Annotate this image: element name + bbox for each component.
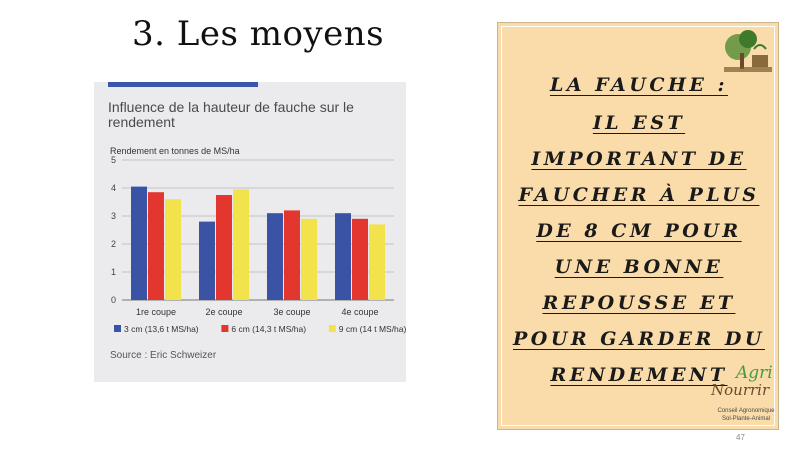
y-tick-label: 0	[111, 295, 117, 305]
y-tick-label: 2	[111, 239, 117, 249]
panel-line: DE 8 CM POUR	[536, 220, 742, 242]
chart-photo	[94, 82, 406, 382]
y-tick-label: 3	[111, 211, 117, 221]
bar	[284, 210, 300, 300]
panel-line: FAUCHER À PLUS	[518, 184, 760, 206]
legend-label: 3 cm (13,6 t MS/ha)	[124, 324, 199, 334]
panel-heading: LA FAUCHE :	[549, 74, 729, 96]
page-number: 47	[736, 433, 745, 442]
info-panel	[497, 22, 779, 430]
panel-text	[498, 67, 780, 393]
x-tick-label: 3e coupe	[273, 307, 311, 317]
bar	[233, 189, 249, 300]
bar	[131, 187, 147, 300]
slide-title: 3. Les moyens	[132, 14, 385, 54]
legend-swatch	[114, 325, 121, 332]
panel-line: UNE BONNE	[554, 256, 724, 278]
bar	[369, 224, 385, 300]
logo-agri: Agri	[736, 363, 773, 383]
logo-nourrir: Nourrir	[711, 381, 770, 399]
panel-line: POUR GARDER DU	[513, 328, 765, 350]
legend-label: 6 cm (14,3 t MS/ha)	[231, 324, 307, 334]
bar	[267, 213, 283, 300]
y-axis-label: Rendement en tonnes de MS/ha	[110, 146, 240, 156]
bar	[199, 222, 215, 300]
y-tick-label: 5	[111, 155, 117, 165]
panel-line: IL EST	[592, 112, 686, 134]
y-tick-label: 1	[111, 267, 117, 277]
panel-line: REPOUSSE ET	[542, 292, 736, 314]
panel-line: RENDEMENT	[550, 364, 728, 386]
bar	[335, 213, 351, 300]
bar	[352, 219, 368, 300]
legend-swatch	[329, 325, 336, 332]
x-tick-label: 2e coupe	[205, 307, 243, 317]
logo-subtitle	[716, 407, 776, 423]
logo-subtitle-line2: Sol-Plante-Animal	[721, 416, 771, 422]
bar	[301, 219, 317, 300]
x-tick-label: 1re coupe	[135, 307, 177, 317]
x-tick-label: 4e coupe	[341, 307, 379, 317]
logo-subtitle-line1: Conseil Agronomique	[717, 408, 775, 414]
legend-label: 9 cm (14 t MS/ha)	[338, 324, 406, 334]
bar	[165, 199, 181, 300]
bar	[216, 195, 232, 300]
chart-title: Influence de la hauteur de fauche sur le rendement	[108, 99, 354, 130]
bar-chart	[94, 82, 406, 382]
panel-line: IMPORTANT DE	[531, 148, 747, 170]
legend-swatch	[221, 325, 228, 332]
chart-source: Source : Eric Schweizer	[110, 350, 217, 361]
y-tick-label: 4	[111, 183, 117, 193]
bar	[148, 192, 164, 300]
